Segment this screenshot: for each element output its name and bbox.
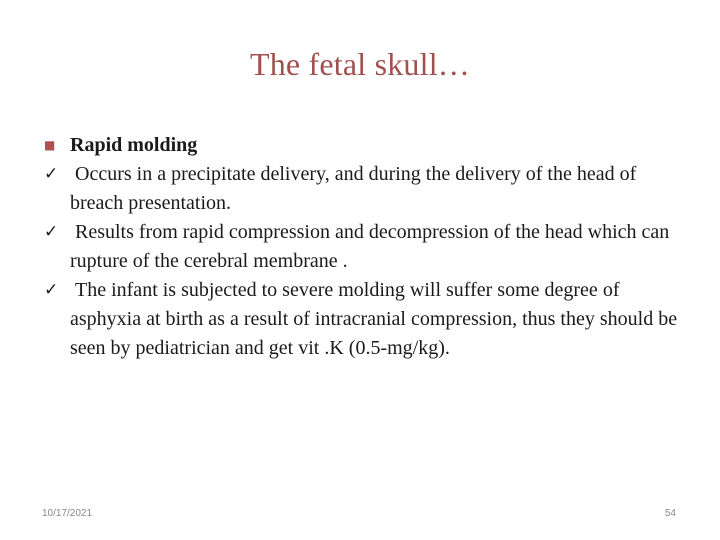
checkmark-icon: ✓ bbox=[44, 164, 59, 184]
check-item-1 bbox=[44, 160, 684, 218]
slide-title: The fetal skull… bbox=[249, 46, 471, 82]
check-item-text: Results from rapid compression and decompression of the head which can rupture of the cerebral membrane . bbox=[70, 221, 670, 272]
check-item-3 bbox=[44, 276, 684, 363]
bullet-heading-text: Rapid molding bbox=[70, 134, 198, 156]
check-item-text: Occurs in a precipitate delivery, and during the delivery of the head of breach presentation. bbox=[70, 163, 637, 214]
slide-content bbox=[44, 131, 684, 363]
check-item-text: The infant is subjected to severe molding will suffer some degree of asphyxia at birth as a result of intracranial compression, thus they should be seen by pediatrician and get vit .K (0.5-mg/kg). bbox=[70, 279, 678, 359]
footer-date: 10/17/2021 bbox=[42, 508, 93, 519]
checkmark-icon: ✓ bbox=[44, 222, 59, 242]
bullet-heading bbox=[44, 131, 684, 160]
square-bullet-icon: ■ bbox=[44, 138, 56, 152]
footer-page-number: 54 bbox=[664, 508, 676, 519]
checkmark-icon: ✓ bbox=[44, 280, 59, 300]
check-item-2 bbox=[44, 218, 684, 276]
